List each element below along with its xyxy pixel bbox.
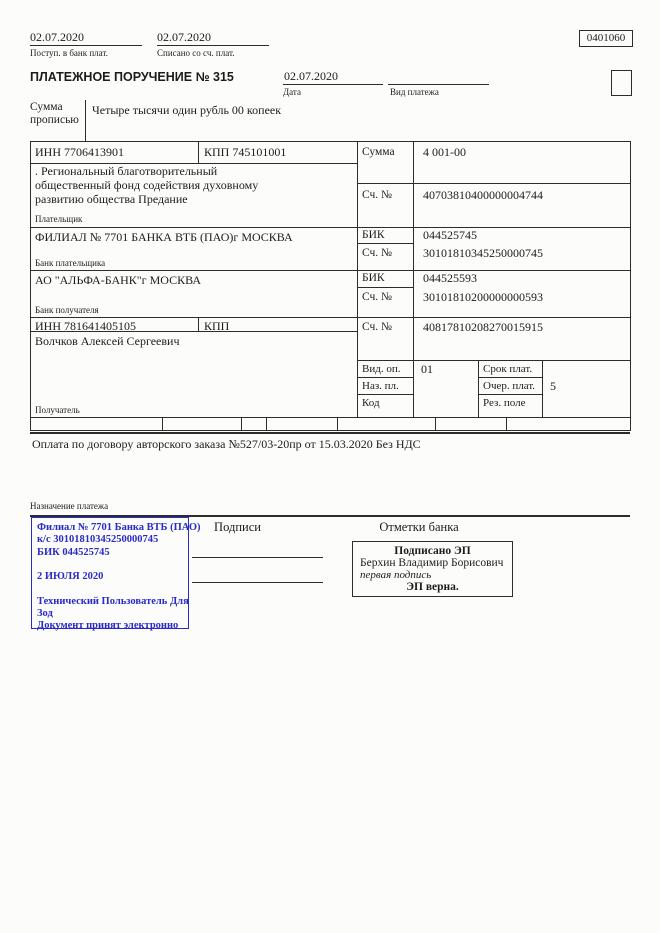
table-divider	[413, 141, 414, 417]
table-line	[357, 183, 630, 184]
esign-name: Берхин Владимир Борисович	[360, 557, 504, 569]
payee-bank-bik: 044525593	[423, 271, 477, 285]
table-line	[478, 377, 542, 378]
table-divider	[478, 360, 479, 417]
payer-bank-bik: 044525745	[423, 228, 477, 242]
doc-date-line	[283, 84, 383, 85]
payer-name-line: общественный фонд содействия духовному	[35, 178, 259, 192]
stamp-line: 2 ИЮЛЯ 2020	[37, 571, 104, 583]
table-line	[30, 430, 630, 431]
stamp-line	[37, 559, 186, 571]
tax-field-divider	[241, 417, 242, 430]
date-label: Дата	[283, 87, 301, 97]
payer-label: Плательщик	[35, 214, 83, 224]
bik-label: БИК	[362, 229, 385, 241]
purpose-kind-label: Наз. пл.	[362, 380, 399, 392]
table-line	[30, 227, 630, 228]
page-title: ПЛАТЕЖНОЕ ПОРУЧЕНИЕ № 315	[30, 70, 234, 84]
payee-kpp-label: КПП	[204, 319, 230, 333]
table-divider	[198, 141, 199, 163]
amount-words-text: Четыре тысячи один рубль 00 копеек	[92, 103, 282, 117]
debited-date: 02.07.2020	[157, 30, 211, 44]
table-line	[357, 287, 413, 288]
code-label: Код	[362, 397, 380, 409]
payee-name: Волчков Алексей Сергеевич	[35, 334, 180, 348]
form-code-box: 0401060	[579, 30, 633, 47]
bik-label: БИК	[362, 272, 385, 284]
table-line	[357, 360, 630, 361]
esign-note: первая подпись	[360, 569, 432, 581]
amount-words-label: Сумма прописью	[30, 101, 79, 126]
table-line	[478, 394, 542, 395]
stamp-line	[37, 583, 186, 595]
payer-account: 40703810400000004744	[423, 188, 543, 202]
account-label: Сч. №	[362, 189, 393, 201]
payee-label: Получатель	[35, 405, 80, 415]
stamp-line: Зод	[37, 608, 53, 620]
priority-label: Очер. плат.	[483, 380, 536, 392]
payee-account: 40817810208270015915	[423, 320, 543, 334]
table-border-right	[630, 141, 631, 431]
table-divider	[357, 141, 358, 417]
op-type-label: Вид. оп.	[362, 363, 401, 375]
payer-name-line: развитию общества Предание	[35, 192, 188, 206]
payment-type-label: Вид платежа	[390, 87, 439, 97]
account-label: Сч. №	[362, 247, 393, 259]
table-line	[30, 141, 630, 142]
payee-bank-label: Банк получателя	[35, 305, 99, 315]
tax-field-divider	[162, 417, 163, 430]
bank-marks-label: Отметки банка	[379, 520, 459, 534]
received-date-line	[30, 45, 142, 46]
stamp-line: БИК 044525745	[37, 546, 110, 558]
table-border-left	[30, 141, 31, 431]
esign-stamp	[31, 517, 201, 632]
table-line	[357, 377, 413, 378]
purpose-label: Назначение платежа	[30, 501, 109, 511]
esign-title: Подписано ЭП	[394, 545, 471, 557]
payer-bank-name: ФИЛИАЛ № 7701 БАНКА ВТБ (ПАО)г МОСКВА	[35, 230, 293, 244]
amount-words-divider	[85, 100, 86, 141]
table-divider	[198, 317, 199, 331]
priority-value: 5	[550, 379, 556, 393]
tax-field-divider	[266, 417, 267, 430]
received-date-label: Поступ. в банк плат.	[30, 48, 108, 58]
account-label: Сч. №	[362, 291, 393, 303]
signatures-label: Подписи	[214, 520, 261, 534]
due-date-label: Срок плат.	[483, 363, 533, 375]
tax-field-divider	[435, 417, 436, 430]
payee-bank-corr: 30101810200000000593	[423, 290, 543, 304]
table-line	[357, 243, 413, 244]
stamp-line: Филиал № 7701 Банка ВТБ (ПАО)	[37, 522, 201, 533]
account-label: Сч. №	[362, 321, 393, 333]
op-type-value: 01	[421, 362, 433, 376]
table-bottom-line	[30, 432, 630, 434]
signature-line	[192, 557, 323, 558]
table-line	[30, 417, 630, 418]
table-line	[30, 317, 630, 318]
debited-date-label: Списано со сч. плат.	[157, 48, 235, 58]
tax-field-divider	[506, 417, 507, 430]
esign-status: ЭП верна.	[406, 581, 459, 593]
payer-name-line: . Региональный благотворительный	[35, 164, 218, 178]
tax-field-divider	[337, 417, 338, 430]
amount-value: 4 001-00	[423, 145, 466, 159]
purpose-text: Оплата по договору авторского заказа №527/03-20пр от 15.03.2020 Без НДС	[32, 437, 421, 451]
table-line	[30, 270, 630, 271]
received-date: 02.07.2020	[30, 30, 84, 44]
payment-type-line	[388, 84, 489, 85]
signature-line	[192, 582, 323, 583]
stamp-line: Технический Пользователь Для	[37, 595, 189, 607]
reserve-label: Рез. поле	[483, 397, 526, 409]
payment-type-box	[611, 70, 632, 96]
stamp-line: Документ принят электронно	[37, 620, 179, 632]
table-line	[357, 394, 413, 395]
debited-date-line	[157, 45, 269, 46]
esign-box	[352, 541, 513, 597]
payer-inn: ИНН 7706413901	[35, 145, 124, 159]
payer-bank-corr: 30101810345250000745	[423, 246, 543, 260]
payee-inn: ИНН 781641405105	[35, 319, 136, 333]
payer-bank-label: Банк плательщика	[35, 258, 106, 268]
table-divider	[542, 360, 543, 417]
amount-label: Сумма	[362, 146, 395, 158]
payee-bank-name: АО "АЛЬФА-БАНК"г МОСКВА	[35, 273, 202, 287]
doc-date: 02.07.2020	[284, 69, 338, 83]
stamp-line: к/с 30101810345250000745	[37, 534, 159, 546]
payer-kpp: КПП 745101001	[204, 145, 287, 159]
